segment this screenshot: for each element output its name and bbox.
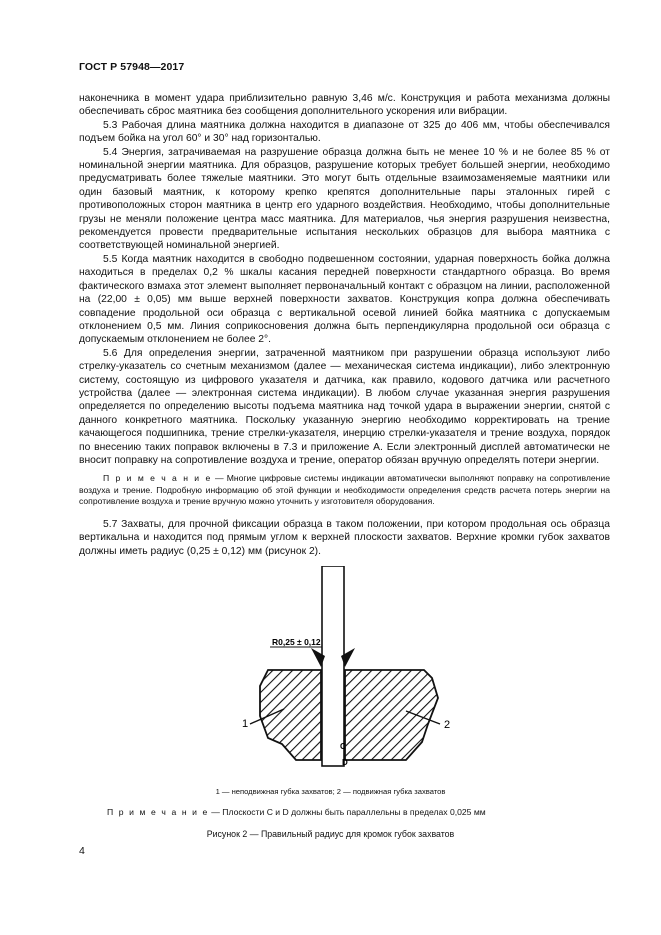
- label-d: D: [342, 758, 348, 767]
- note-2-label: П р и м е ч а н и е: [107, 807, 209, 817]
- paragraph-5-3: 5.3 Рабочая длина маятника должна находится в диапазоне от 325 до 406 мм, чтобы обеспечивался подъем бойка на угол 60° и 30° над горизонталью.: [79, 119, 610, 145]
- paragraph-5-5: 5.5 Когда маятник находится в свободно подвешенном состоянии, ударная поверхность бойка должна находиться в пределах 0,2 % шкалы касания передней поверхности стандартного образца. Во время фактического взмаха этот элемент выполняет первоначальный контакт с образцом на линии, расположенной на (22,00 ± 0,05) мм выше верхней поверхности захватов. Конструкция копра должна обеспечивать совпадение продольной оси образца с вертикальной осевой линией бойка маятника с допускаемым отклонением 0,5 мм. Линия соприкосновения должна быть перпендикулярна продольной оси образца с допускаемым отклонением не более 2°.: [79, 253, 610, 346]
- paragraph-5-4: 5.4 Энергия, затрачиваемая на разрушение образца должна быть не менее 10 % и не более 85 % от номинальной энергии маятника. Для образцов, разрушение которых требует большей энергии, необходимо предусматривать более тяжелые маятники. Это могут быть отдельные взаимозаменяемые маятники или один базовый маятник, к которому крепко крепятся дополнительные пары эталонных гирей с противоположных сторон маятника в центр его ударного воздействия. Необходимо, чтобы дополнительные грузы не меняли положение центра масс маятника. Для материалов, чья энергия разрушения неизвестна, рекомендуется провести предварительные испытания нескольких образцов для выбора маятника с соответствующей номинальной энергией.: [79, 146, 610, 252]
- label-2: 2: [444, 719, 451, 731]
- paragraph-5-7: 5.7 Захваты, для прочной фиксации образца в таком положении, при котором продольная ось образца вертикальна и находится под прямым углом к верхней плоскости захватов. Верхние кромки губок захватов должны иметь радиус (0,25 ± 0,12) мм (рисунок 2).: [79, 518, 610, 557]
- paragraph-continuation: наконечника в момент удара приблизительно равную 3,46 м/с. Конструкция и работа механизма должны обеспечивать сброс маятника без сообщения дополнительного ускорения или вибрации.: [79, 93, 610, 118]
- note-1-text: — Многие цифровые системы индикации автоматически выполняют поправку на сопротивление воздуха и трение. Подробную информацию об этой функции и необходимости определения средств расчета потерь энергии на сопротивление воздуха и трение вручную можно уточнить у изготовителя оборудования.: [79, 473, 610, 507]
- document-header: ГОСТ Р 57948—2017: [79, 61, 185, 73]
- radius-label: R0,25 ± 0,12: [272, 637, 321, 647]
- note-2-text: — Плоскости С и D должны быть параллельны в пределах 0,025 мм: [208, 807, 486, 817]
- specimen-bar: [322, 566, 344, 766]
- note-2: [107, 807, 486, 817]
- paragraph-5-6: 5.6 Для определения энергии, затраченной маятником при разрушении образца используют либо стрелку-указатель со счетным механизмом (далее — механическая система индикации), либо электронную систему, состоящую из цифрового указателя и датчика, как правило, кодового датчика или расчетного устройства (далее — электронная система индикации). В любом случае указанная энергия разрушения определяется по определению высоты подъема маятника над точкой удара в выражении энергии, снятой с данного конкретного маятника. Поскольку указанную энергию необходимо корректировать на трение качающегося подшипника, трение стрелки-указателя, инерцию стрелки-указателя и трение воздуха, порядок по внесению таких поправок включены в 7.3 и приложение А. Если электронный дисплей автоматически не вносит поправку на сопротивление воздуха и трение, оператор обязан вручную определять потери энергии.: [79, 347, 610, 466]
- figure-legend: 1 — неподвижная губка захватов; 2 — подвижная губка захватов: [215, 787, 446, 796]
- figure-caption: Рисунок 2 — Правильный радиус для кромок губок захватов: [206, 829, 455, 839]
- label-1: 1: [242, 718, 249, 730]
- note-1: [79, 473, 610, 508]
- page-number: 4: [79, 845, 85, 857]
- movable-jaw: [345, 670, 438, 760]
- label-c: C: [340, 742, 346, 751]
- figure-2-grips-diagram: [218, 566, 478, 786]
- body-text: [79, 92, 610, 558]
- note-1-label: П р и м е ч а н и е: [103, 473, 212, 484]
